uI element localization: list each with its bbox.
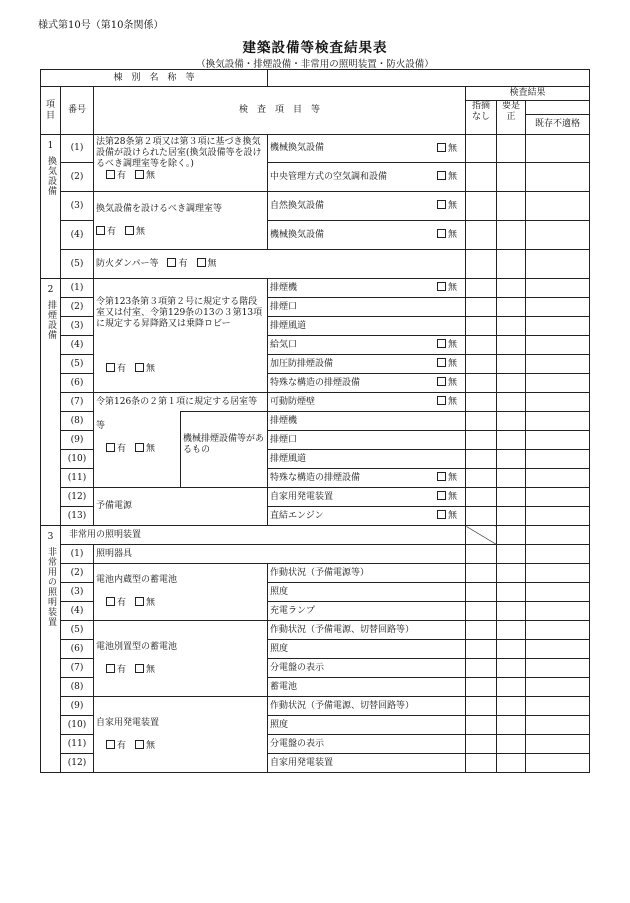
cell-text: 無 <box>448 283 458 293</box>
table-cell: (12) <box>61 488 94 507</box>
table-cell: (1) <box>61 279 94 298</box>
table-cell[interactable] <box>526 678 590 697</box>
table-cell[interactable] <box>526 526 590 545</box>
table-cell <box>268 221 466 250</box>
table-cell[interactable] <box>497 393 526 412</box>
cell-text <box>437 171 457 183</box>
table-cell[interactable] <box>497 163 526 192</box>
table-cell[interactable] <box>466 221 497 250</box>
cell-text <box>437 339 457 351</box>
cell-text <box>437 229 457 241</box>
cell-text: 無 <box>146 740 156 751</box>
table-cell[interactable] <box>497 450 526 469</box>
checkbox[interactable] <box>437 358 446 367</box>
s3-header: 非常用の照明装置 <box>61 526 466 545</box>
cell-text: 排煙機 <box>270 282 298 293</box>
col-none-header: 指摘なし <box>466 101 497 135</box>
checkbox[interactable] <box>125 226 134 235</box>
cell-text: 加圧防排煙設備 <box>270 358 334 369</box>
section-1 <box>41 135 61 279</box>
cell-text: 排煙口 <box>270 434 298 445</box>
table-cell: (2) <box>61 163 94 192</box>
section-3 <box>41 526 61 773</box>
checkbox[interactable] <box>437 377 446 386</box>
table-cell[interactable] <box>466 564 497 583</box>
table-cell[interactable] <box>526 163 590 192</box>
table-cell[interactable] <box>526 431 590 450</box>
table-cell[interactable] <box>526 221 590 250</box>
table-cell[interactable] <box>526 621 590 640</box>
checkbox[interactable] <box>106 740 115 749</box>
table-cell[interactable] <box>466 735 497 754</box>
checkbox[interactable] <box>437 396 446 405</box>
checkbox[interactable] <box>135 443 144 452</box>
table-cell: (5) <box>61 250 94 279</box>
cell-text: 無 <box>448 230 458 240</box>
cell-text: 特殊な構造の排煙設備 <box>270 472 361 483</box>
cell-text: 電池別置型の蓄電池 <box>96 641 178 652</box>
checkbox[interactable] <box>437 143 446 152</box>
cell-text: 無 <box>448 492 458 502</box>
table-cell[interactable] <box>466 298 497 317</box>
cell-text: 有 <box>117 171 127 181</box>
table-cell: (8) <box>61 678 94 697</box>
cell-text: 非常用の照明装置 <box>46 547 56 627</box>
cell-text: 中央管理方式の空気調和設備 <box>270 171 388 182</box>
table-cell[interactable] <box>526 450 590 469</box>
checkbox[interactable] <box>197 258 206 267</box>
table-cell[interactable] <box>466 678 497 697</box>
table-cell[interactable] <box>526 545 590 564</box>
table-cell[interactable] <box>526 317 590 336</box>
cell-text: 無 <box>136 226 146 237</box>
checkbox[interactable] <box>437 472 446 481</box>
cell-text <box>437 510 457 522</box>
cell-text: 換気設備を設けるべき調理室等 <box>96 203 223 214</box>
table-cell: (4) <box>61 336 94 355</box>
checkbox[interactable] <box>437 282 446 291</box>
table-cell[interactable] <box>526 412 590 431</box>
cell-text: 排煙風道 <box>270 453 307 464</box>
cell-text: 有 <box>107 226 117 237</box>
checkbox[interactable] <box>96 226 105 235</box>
table-cell[interactable] <box>466 250 497 279</box>
table-cell[interactable] <box>497 317 526 336</box>
table-cell[interactable] <box>497 697 526 716</box>
table-cell[interactable] <box>497 735 526 754</box>
table-cell[interactable] <box>497 469 526 488</box>
checkbox[interactable] <box>135 740 144 749</box>
col-inspection-items-header: 検 査 項 目 等 <box>94 87 466 135</box>
table-cell: (4) <box>61 221 94 250</box>
table-cell[interactable] <box>466 412 497 431</box>
table-cell: (9) <box>61 697 94 716</box>
table-cell: (1) <box>61 545 94 564</box>
s3-group-a <box>94 564 268 621</box>
table-cell[interactable] <box>526 336 590 355</box>
table-cell[interactable] <box>497 355 526 374</box>
table-cell[interactable] <box>466 488 497 507</box>
cell-text <box>437 491 457 503</box>
table-cell <box>268 336 466 355</box>
table-cell[interactable] <box>526 298 590 317</box>
table-cell[interactable] <box>466 602 497 621</box>
cell-text <box>96 665 155 675</box>
table-cell <box>268 450 466 469</box>
table-cell[interactable] <box>497 221 526 250</box>
building-id-value[interactable] <box>268 70 590 87</box>
form-number: 様式第10号（第10条関係） <box>38 20 164 31</box>
cell-text: 3 <box>47 532 54 542</box>
table-cell <box>268 431 466 450</box>
table-cell[interactable] <box>526 355 590 374</box>
table-cell[interactable] <box>466 697 497 716</box>
table-cell[interactable] <box>526 279 590 298</box>
cell-text <box>437 200 457 212</box>
cell-text: 有 <box>117 444 127 455</box>
cell-text <box>437 377 457 389</box>
table-cell <box>268 469 466 488</box>
col-results-header: 検査結果 <box>466 87 590 101</box>
table-cell <box>268 317 466 336</box>
table-cell[interactable] <box>466 469 497 488</box>
table-cell[interactable] <box>526 602 590 621</box>
cell-text: 排煙口 <box>270 301 298 312</box>
table-cell[interactable] <box>526 716 590 735</box>
table-cell: 照度 <box>268 583 466 602</box>
table-cell[interactable] <box>497 716 526 735</box>
table-cell: (2) <box>61 564 94 583</box>
cell-text: 無 <box>448 201 458 211</box>
table-cell: 自家用発電装置 <box>268 754 466 773</box>
s2-group-c: 予備電源 <box>94 488 268 526</box>
table-cell[interactable] <box>466 317 497 336</box>
table-cell[interactable] <box>466 507 497 526</box>
table-cell[interactable] <box>497 488 526 507</box>
table-cell <box>268 135 466 163</box>
table-cell <box>268 374 466 393</box>
cell-text: 令第123条第３項第２号に規定する階段室又は付室、令第129条の13の３第13項に規定する昇降路又は乗降ロビー <box>96 296 263 329</box>
cell-text: 無 <box>448 359 458 369</box>
table-cell <box>268 355 466 374</box>
table-cell: 照明器具 <box>94 545 466 564</box>
table-cell[interactable] <box>526 754 590 773</box>
table-cell: 照度 <box>268 640 466 659</box>
table-cell[interactable] <box>526 393 590 412</box>
table-cell <box>268 192 466 221</box>
cell-text: 無 <box>448 473 458 483</box>
table-cell: (5) <box>61 355 94 374</box>
table-cell: (9) <box>61 431 94 450</box>
table-cell <box>268 279 466 298</box>
cell-text <box>437 472 457 484</box>
s1-damper <box>94 250 466 279</box>
checkbox[interactable] <box>437 491 446 500</box>
table-cell[interactable] <box>526 659 590 678</box>
table-cell[interactable] <box>497 640 526 659</box>
table-cell[interactable] <box>526 697 590 716</box>
cell-text <box>437 396 457 408</box>
cell-text <box>96 444 155 454</box>
table-cell[interactable] <box>497 431 526 450</box>
table-cell[interactable] <box>466 163 497 192</box>
table-cell: 分電盤の表示 <box>268 659 466 678</box>
cell-text: 機械換気設備 <box>270 229 325 240</box>
table-cell[interactable] <box>466 754 497 773</box>
cell-text: 有 <box>117 740 127 751</box>
col-item-header: 項目 <box>41 87 61 135</box>
table-cell: 作動状況（予備電源等） <box>268 564 466 583</box>
checkbox[interactable] <box>135 170 144 179</box>
cell-text: 有 <box>117 598 127 608</box>
table-cell: (2) <box>61 298 94 317</box>
cell-text: 有 <box>117 363 127 374</box>
table-cell[interactable] <box>466 279 497 298</box>
cell-text <box>96 741 155 751</box>
diagonal-cell[interactable] <box>466 526 497 545</box>
cell-text: 無 <box>146 363 156 374</box>
cell-text: 無 <box>146 598 156 608</box>
s2-group-b-sub: 機械排煙設備等があるもの <box>181 412 268 488</box>
table-cell: (5) <box>61 621 94 640</box>
table-cell[interactable] <box>466 192 497 221</box>
cell-text: 無 <box>448 378 458 388</box>
cell-text <box>167 259 216 269</box>
s3-group-b <box>94 621 268 697</box>
section-2 <box>41 279 61 526</box>
table-cell: (10) <box>61 716 94 735</box>
cell-text: 法第28条第２項又は第３項に基づき換気設備が設けられた居室(換気設備等を設けるべき調理室等を除く。) <box>96 137 262 169</box>
checkbox[interactable] <box>437 200 446 209</box>
table-cell[interactable] <box>466 431 497 450</box>
cell-text: 自家用発電装置 <box>96 717 160 728</box>
cell-text <box>96 364 155 374</box>
table-cell[interactable] <box>497 298 526 317</box>
table-cell[interactable] <box>466 336 497 355</box>
cell-text: 特殊な構造の排煙設備 <box>270 377 361 388</box>
table-cell[interactable] <box>466 374 497 393</box>
checkbox[interactable] <box>135 664 144 673</box>
table-cell[interactable] <box>497 621 526 640</box>
table-cell[interactable] <box>497 659 526 678</box>
table-cell[interactable] <box>497 507 526 526</box>
table-cell[interactable] <box>466 355 497 374</box>
cell-text: 排煙設備 <box>46 300 56 340</box>
table-cell: (8) <box>61 412 94 431</box>
checkbox[interactable] <box>106 443 115 452</box>
col-number-header: 番号 <box>61 87 94 135</box>
table-cell: 作動状況（予備電源、切替回路等） <box>268 697 466 716</box>
checkbox[interactable] <box>437 171 446 180</box>
table-cell[interactable] <box>526 250 590 279</box>
table-cell: (11) <box>61 469 94 488</box>
table-cell: (12) <box>61 754 94 773</box>
cell-text <box>437 282 457 294</box>
table-cell[interactable] <box>497 374 526 393</box>
table-cell: (11) <box>61 735 94 754</box>
cell-text: 排煙風道 <box>270 320 307 331</box>
table-cell[interactable] <box>497 250 526 279</box>
table-cell[interactable] <box>497 192 526 221</box>
checkbox[interactable] <box>106 363 115 372</box>
checkbox[interactable] <box>167 258 176 267</box>
table-cell: (6) <box>61 640 94 659</box>
cell-text: 無 <box>448 340 458 350</box>
checkbox[interactable] <box>135 597 144 606</box>
table-cell[interactable] <box>526 564 590 583</box>
table-cell[interactable] <box>497 564 526 583</box>
cell-text: 防火ダンパー等 <box>96 259 159 269</box>
cell-text: 有 <box>178 259 188 269</box>
table-cell[interactable] <box>466 393 497 412</box>
table-cell: (7) <box>61 659 94 678</box>
cell-text: 無 <box>448 172 458 182</box>
checkbox[interactable] <box>106 597 115 606</box>
table-cell <box>268 412 466 431</box>
cell-text <box>96 598 155 608</box>
table-cell: (6) <box>61 374 94 393</box>
cell-text: 等 <box>96 421 106 432</box>
table-cell <box>268 488 466 507</box>
table-cell[interactable] <box>526 583 590 602</box>
table-cell <box>268 163 466 192</box>
col-existing-nonconforming-header: 既存不適格 <box>526 115 590 135</box>
table-cell[interactable] <box>466 583 497 602</box>
table-cell[interactable] <box>466 659 497 678</box>
cell-text <box>437 358 457 370</box>
table-cell: (13) <box>61 507 94 526</box>
table-cell[interactable] <box>526 374 590 393</box>
table-cell: (10) <box>61 450 94 469</box>
table-cell: (3) <box>61 192 94 221</box>
checkbox[interactable] <box>106 664 115 673</box>
cell-text: 2 <box>47 285 54 295</box>
table-cell[interactable] <box>466 716 497 735</box>
cell-text: 電池内蔵型の蓄電池 <box>96 575 178 585</box>
table-cell[interactable] <box>526 507 590 526</box>
cell-text: 無 <box>146 171 156 181</box>
s2-group-a <box>94 279 268 393</box>
cell-text <box>96 171 155 181</box>
checkbox[interactable] <box>437 510 446 519</box>
table-cell[interactable] <box>526 488 590 507</box>
table-cell: 分電盤の表示 <box>268 735 466 754</box>
cell-text <box>96 227 145 237</box>
cell-text: 直結エンジン <box>270 510 324 521</box>
cell-text: 無 <box>448 397 458 407</box>
cell-text: 排煙機 <box>270 415 298 426</box>
table-cell[interactable] <box>466 640 497 659</box>
s1-group-a <box>94 135 268 192</box>
table-cell[interactable] <box>497 279 526 298</box>
table-cell[interactable] <box>497 336 526 355</box>
checkbox[interactable] <box>437 229 446 238</box>
table-cell[interactable] <box>526 735 590 754</box>
table-cell: (7) <box>61 393 94 412</box>
cell-text: 給気口 <box>270 339 298 350</box>
cell-text: 無 <box>448 143 458 154</box>
building-id-label: 棟 別 名 称 等 <box>41 70 268 87</box>
table-cell <box>268 393 466 412</box>
cell-text: 有 <box>117 664 127 675</box>
s3-group-c <box>94 697 268 773</box>
table-cell <box>268 507 466 526</box>
table-cell[interactable] <box>497 583 526 602</box>
table-cell[interactable] <box>526 469 590 488</box>
page-subtitle: （換気設備・排煙設備・非常用の照明装置・防火設備） <box>196 59 434 70</box>
s2-group-b: 令第126条の２第１項に規定する居室等 <box>94 393 268 412</box>
table-cell[interactable] <box>526 192 590 221</box>
table-cell: (3) <box>61 583 94 602</box>
cell-text: 無 <box>448 511 458 521</box>
table-cell[interactable] <box>497 412 526 431</box>
table-cell[interactable] <box>466 450 497 469</box>
cell-text: 自然換気設備 <box>270 200 325 211</box>
table-cell <box>94 412 181 488</box>
checkbox[interactable] <box>437 339 446 348</box>
cell-text: 無 <box>207 259 217 269</box>
cell-text: 1 <box>47 141 54 151</box>
table-cell[interactable] <box>466 621 497 640</box>
table-cell[interactable] <box>497 526 526 545</box>
cell-text: 機械換気設備 <box>270 143 325 153</box>
table-cell: 照度 <box>268 716 466 735</box>
page-title: 建築設備等検査結果表 <box>242 40 388 56</box>
table-cell: (4) <box>61 602 94 621</box>
cell-text: 無 <box>146 444 156 455</box>
table-cell: (3) <box>61 317 94 336</box>
checkbox[interactable] <box>106 170 115 179</box>
table-cell[interactable] <box>497 545 526 564</box>
table-cell: 作動状況（予備電源、切替回路等） <box>268 621 466 640</box>
table-cell[interactable] <box>466 545 497 564</box>
cell-text: 自家用発電装置 <box>270 491 334 502</box>
table-cell: 蓄電池 <box>268 678 466 697</box>
table-cell[interactable] <box>526 640 590 659</box>
table-cell[interactable] <box>497 678 526 697</box>
table-cell[interactable] <box>497 754 526 773</box>
table-cell: 充電ランプ <box>268 602 466 621</box>
cell-text <box>437 143 457 155</box>
inspection-results-table: 棟 別 名 称 等 項目 番号 検 査 項 目 等 検査結果 指摘なし 要是正 既存不適格 1 換気設備 (1) 法第28条第２項又は第３項に基づき換気設備が設けられた居室(換気設備等を設けるべき調理室等を除く。) 有 無 機械換気設備 無 (2) 中央管理方式の空気調和設備 無 (3) 換気設備を設けるべき調理室等 有 無 自然換気設備 無 (4) 機械換気設備 無 (5) 防火ダンパー等 有 無 2 排煙設備 (1) 令第123条第３項第２号に規定する階段室又は付室、令第129条の13の３第13項に規定する昇降路又は乗降ロビー 有 無 排煙機 無 (2) 排煙口 (3) 排煙風道 (4) 給気口 無 (5) 加圧防排煙設備 無 (6) 特殊な構造の排煙設備 無 (7) 令第126条の２第１項に規定する居室等 可動防煙壁 無 (8) 等 有 無 機械排煙設備等があるもの 排煙機 (9) 排煙口 (10) 排煙風道 (11) 特殊な構造の排煙設備 無 (12) 予備電源 自家用発電装置 無 (13) 直結エンジン 無 3 非常用の照明装置 非常用の照明装置 (1) 照明器具 (2) 電池内蔵型の蓄電池 有 無 作動状況（予備電源等） (3) 照度 (4) 充電ランプ (5) 電池別置型の蓄電池 有 無 作動状況（予備電源、切替回路等） (6) 照度 (7) 分電盤の表示 (8) 蓄電池 (9) 自家用発電装置 有 無 作動状況（予備電源、切替回路等） (10) 照度 (11) 分電盤の表示 (12) 自家用発電装置 <box>40 69 590 773</box>
col-needs-correction-header: 要是正 <box>497 101 526 135</box>
cell-text: 換気設備 <box>46 156 56 196</box>
cell-text: 可動防煙壁 <box>270 396 316 407</box>
table-cell[interactable] <box>497 602 526 621</box>
checkbox[interactable] <box>135 363 144 372</box>
table-cell <box>268 298 466 317</box>
s1-group-b <box>94 192 268 250</box>
cell-text: 無 <box>146 664 156 675</box>
